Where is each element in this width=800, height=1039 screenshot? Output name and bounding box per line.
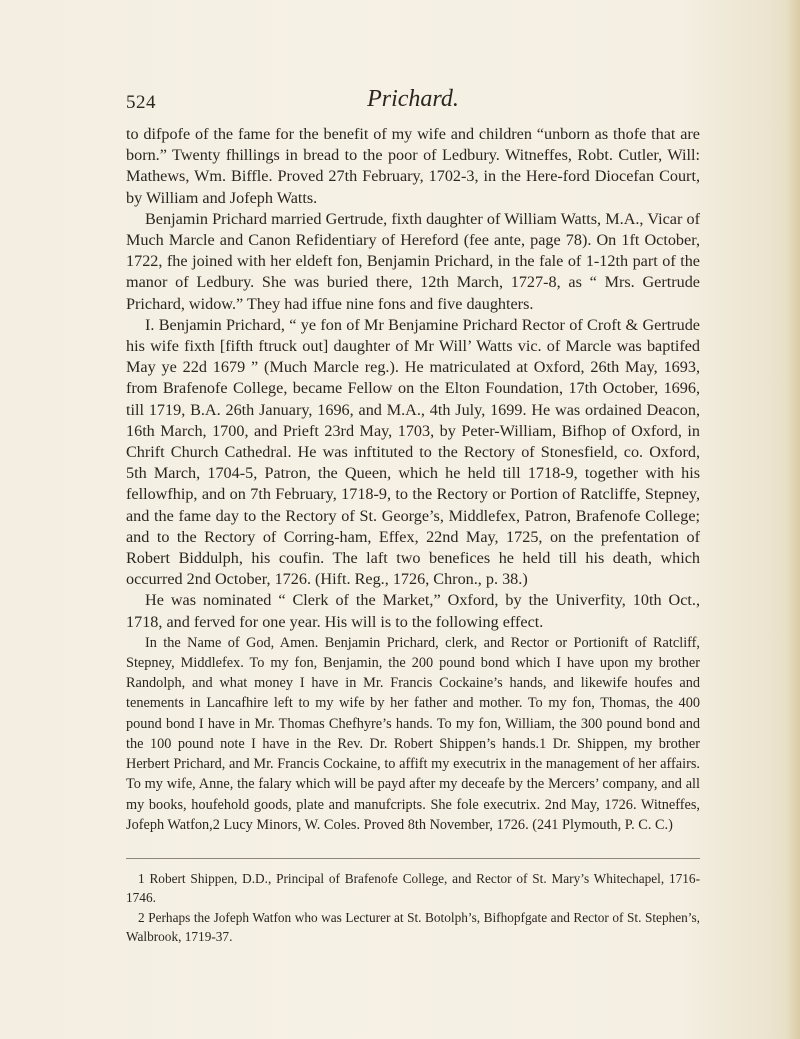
footnote-2: 2 Perhaps the Jofeph Watfon who was Lecturer at St. Botolph’s, Bifhopfgate and Rector of St. Stephen’s, Walbrook, 1719-37. (126, 910, 700, 944)
page-header (126, 86, 700, 118)
running-title: Prichard. (367, 86, 459, 112)
paragraph-benjamin-prichard-i: I. Benjamin Prichard, “ ye fon of Mr Benjamine Prichard Rector of Croft & Gertrude his wife fixth [fifth ftruck out] daughter of Mr Will’ Watts vic. of Marcle was baptifed May ye 22d 1679 ” (Much Marcle reg.). He matriculated at Oxford, 26th May, 1693, from Brafenofe College, became Fellow on the Elton Foundation, 17th October, 1696, till 1719, B.A. 26th January, 1696, and M.A., 4th July, 1699. He was ordained Deacon, 16th March, 1700, and Prieft 23rd May, 1703, by Peter-William, Bifhop of Oxford, in Chrift Church Cathedral. He was inftituted to the Rectory of Stonesfield, co. Oxford, 5th March, 1704-5, Patron, the Queen, which he held till 1718-9, together with his fellowfhip, and on 7th February, 1718-9, to the Rectory or Portion of Ratcliffe, Stepney, and the fame day to the Rectory of St. George’s, Middlefex, Patron, Brafenofe College; and to the Rectory of Corring-ham, Effex, 22nd May, 1725, on the prefentation of Robert Biddulph, his coufin. The laft two benefices he held till his death, which occurred 2nd October, 1726. (Hift. Reg., 1726, Chron., p. 38.) (126, 315, 700, 589)
footnote-rule (126, 858, 700, 859)
paragraph-will-continuation: to difpofe of the fame for the benefit of my wife and children “unborn as thofe that are born.” Twenty fhillings in bread to the poor of Ledbury. Witneffes, Robt. Cutler, Will: Mathews, Wm. Biffle. Proved 27th February, 1702-3, in the Here-ford Diocefan Court, by William and Jofeph Watts. (126, 125, 700, 207)
main-text (126, 124, 700, 835)
page-number: 524 (126, 92, 156, 113)
footnotes (126, 870, 700, 948)
paragraph-clerk-of-market: He was nominated “ Clerk of the Market,” Oxford, by the Univerfity, 10th Oct., 1718, and ferved for one year. His will is to the following effect. (126, 591, 700, 631)
paragraph-benjamin-gertrude: Benjamin Prichard married Gertrude, fixth daughter of William Watts, M.A., Vicar of Much Marcle and Canon Refidentiary of Hereford (fee ante, page 78). On 1ft October, 1722, fhe joined with her eldeft fon, Benjamin Prichard, in the fale of 1-12th part of the manor of Ledbury. She was buried there, 12th March, 1727-8, as “ Mrs. Gertrude Prichard, widow.” They had iffue nine fons and five daughters. (126, 209, 700, 313)
will-extract: In the Name of God, Amen. Benjamin Prichard, clerk, and Rector or Portionift of Ratcliff, Stepney, Middlefex. To my fon, Benjamin, the 200 pound bond which I have upon my brother Randolph, and what money I have in Mr. Francis Cockaine’s hands, and likewife houfes and tenements in Lancafhire left to my wife by her father and mother. To my fon, Thomas, the 400 pound bond I have in Mr. Thomas Chefhyre’s hands. To my fon, William, the 300 pound bond and the 100 pound note I have in the Rev. Dr. Robert Shippen’s hands.1 Dr. Shippen, my brother Herbert Prichard, and Mr. Francis Cockaine, to affift my executrix in the management of her affairs. To my wife, Anne, the falary which will be payd after my deceafe by the Mercers’ company, and all my books, houfehold goods, plate and manufcripts. She fole executrix. 2nd May, 1726. Witneffes, Jofeph Watfon,2 Lucy Minors, W. Coles. Proved 8th November, 1726. (241 Plymouth, P. C. C.) (126, 634, 700, 833)
page-edge (786, 0, 800, 1039)
footnote-1: 1 Robert Shippen, D.D., Principal of Brafenofe College, and Rector of St. Mary’s Whitechapel, 1716-1746. (126, 871, 700, 905)
